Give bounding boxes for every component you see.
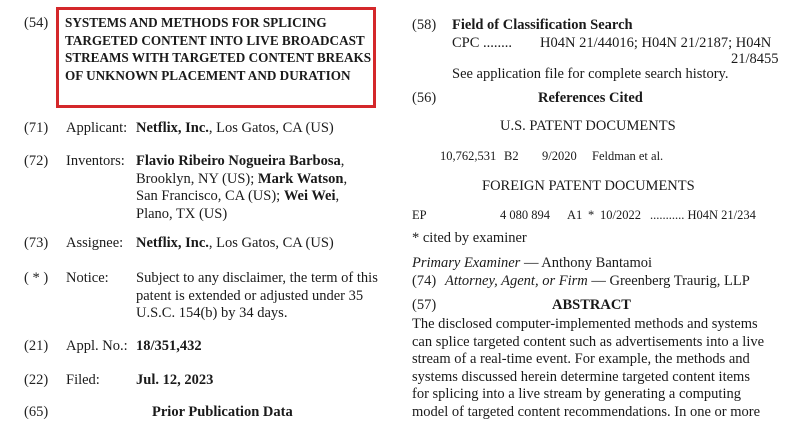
field-code: (58) (412, 17, 436, 34)
appl-no-value: 18/351,432 (136, 338, 202, 355)
refs-code: (56) (412, 90, 436, 107)
abstract-body (412, 316, 797, 421)
prior-pub-heading: Prior Publication Data (152, 404, 293, 421)
cpc-line-2: 21/8455 (731, 51, 779, 68)
appl-no-label: Appl. No.: (66, 338, 128, 355)
foreign-ref-date: 10/2022 (600, 208, 641, 223)
foreign-ref-number: 4 080 894 (500, 208, 550, 223)
abstract-heading: ABSTRACT (552, 297, 631, 314)
inventor-1: Flavio Ribeiro Nogueira Barbosa (136, 153, 341, 169)
notice-label: Notice: (66, 270, 109, 287)
inventor-3: Wei Wei (284, 188, 336, 204)
assignee-value (136, 235, 334, 252)
refs-heading: References Cited (538, 90, 643, 107)
abstract-line: The disclosed computer-implemented methods and systems (412, 316, 797, 334)
assignee-name: Netflix, Inc. (136, 235, 209, 251)
applicant-value (136, 120, 334, 137)
inventor-1-tail: , (341, 153, 345, 169)
appl-no-code: (21) (24, 338, 48, 355)
applicant-location: , Los Gatos, CA (US) (209, 120, 334, 136)
prior-pub-code: (65) (24, 404, 48, 421)
foreign-ref-star: * (588, 208, 594, 223)
search-history-note: See application file for complete search history. (452, 66, 728, 83)
inventor-3-tail: , (336, 188, 340, 204)
title-code: (54) (24, 15, 48, 32)
inventors-code: (72) (24, 153, 48, 170)
inventor-2-location: San Francisco, CA (US); (136, 188, 284, 204)
examiner-name: Anthony Bantamoi (541, 255, 652, 271)
attorney (445, 273, 750, 290)
cpc-label: CPC ........ (452, 35, 512, 52)
applicant-name: Netflix, Inc. (136, 120, 209, 136)
foreign-docs-heading: FOREIGN PATENT DOCUMENTS (482, 178, 695, 195)
filed-value: Jul. 12, 2023 (136, 372, 213, 389)
us-ref-kind: B2 (504, 149, 519, 164)
abstract-line: can splice targeted content such as advertisements into a live (412, 334, 797, 352)
primary-examiner (412, 255, 652, 272)
attorney-name: Greenberg Traurig, LLP (609, 273, 749, 289)
inventor-1-location: Brooklyn, NY (US); (136, 171, 258, 187)
us-docs-heading: U.S. PATENT DOCUMENTS (500, 118, 676, 135)
attorney-dash: — (588, 273, 610, 289)
assignee-location: , Los Gatos, CA (US) (209, 235, 334, 251)
examiner-label: Primary Examiner (412, 255, 520, 271)
us-ref-number: 10,762,531 (440, 149, 496, 164)
inventor-3-location: Plano, TX (US) (136, 206, 386, 224)
abstract-line: stream of a real-time event. For example, the methods and (412, 351, 797, 369)
patent-title: SYSTEMS AND METHODS FOR SPLICING TARGETED CONTENT INTO LIVE BROADCAST STREAMS WITH TARGETED CONTENT BREAKS OF UNKNOWN PLACEMENT AND DURATION (65, 14, 375, 84)
us-ref-date: 9/2020 (542, 149, 577, 164)
examiner-dash: — (520, 255, 541, 271)
foreign-ref-class: ........... H04N 21/234 (650, 208, 756, 223)
notice-code: ( * ) (24, 270, 48, 287)
foreign-ref-kind: A1 (567, 208, 582, 223)
foreign-ref-country: EP (412, 208, 427, 223)
inventor-2: Mark Watson (258, 171, 344, 187)
abstract-line: for splicing into a live stream by generating a computing (412, 386, 797, 404)
attorney-code: (74) (412, 273, 436, 290)
applicant-label: Applicant: (66, 120, 127, 137)
notice-line-1: Subject to any disclaimer, the term of this (136, 270, 396, 288)
filed-label: Filed: (66, 372, 100, 389)
us-ref-name: Feldman et al. (592, 149, 663, 164)
cpc-line-1: H04N 21/44016; H04N 21/2187; H04N (540, 35, 771, 52)
filed-code: (22) (24, 372, 48, 389)
inventors-label: Inventors: (66, 153, 125, 170)
inventors-list (136, 153, 386, 223)
abstract-code: (57) (412, 297, 436, 314)
notice-line-2: patent is extended or adjusted under 35 (136, 288, 396, 306)
notice-text (136, 270, 396, 323)
inventor-2-tail: , (343, 171, 347, 187)
attorney-label: Attorney, Agent, or Firm (445, 273, 588, 289)
abstract-line: model of targeted content recommendations. In one or more (412, 404, 797, 421)
applicant-code: (71) (24, 120, 48, 137)
cited-by-examiner: * cited by examiner (412, 230, 527, 247)
field-heading: Field of Classification Search (452, 17, 633, 34)
assignee-label: Assignee: (66, 235, 123, 252)
abstract-line: systems discussed herein determine targeted content items (412, 369, 797, 387)
notice-line-3: U.S.C. 154(b) by 34 days. (136, 305, 396, 323)
assignee-code: (73) (24, 235, 48, 252)
